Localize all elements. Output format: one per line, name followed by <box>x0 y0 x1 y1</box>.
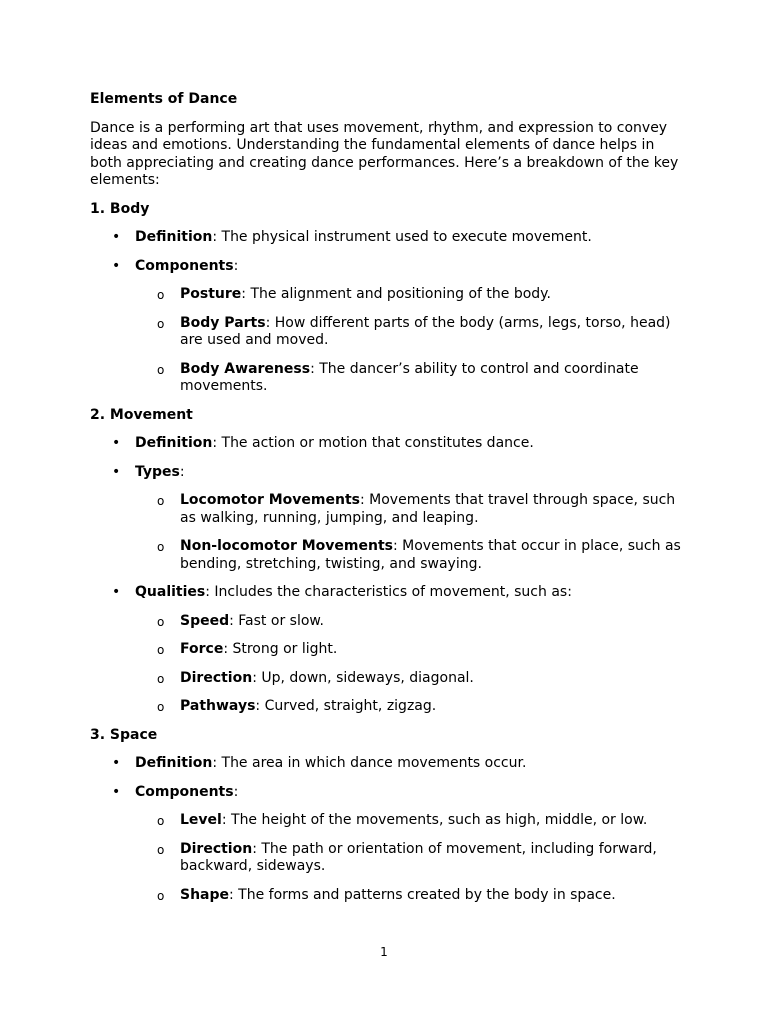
item-term: Definition <box>135 435 213 451</box>
sub-bullet-icon: o <box>157 614 165 629</box>
sub-list-item <box>135 670 682 688</box>
sub-bullet-icon: o <box>157 814 165 828</box>
item-term: Components <box>135 257 234 274</box>
subitem-term: Shape <box>180 886 230 903</box>
bullet-icon: • <box>112 783 121 800</box>
subitem-term: Posture <box>180 286 242 302</box>
item-term: Definition <box>135 755 213 771</box>
subitem-text: : The dancer’s ability to control and coordinate movements. <box>180 360 639 394</box>
bullet-icon: • <box>112 463 121 480</box>
subitem-text: : How different parts of the body (arms, legs, torso, head) are used and moved. <box>180 314 671 348</box>
sub-list-item <box>135 641 682 659</box>
subitem-text: : Fast or slow. <box>229 612 325 629</box>
sub-bullet-list <box>135 812 682 904</box>
item-text: : The area in which dance movements occur. <box>212 755 527 771</box>
list-item <box>90 584 682 716</box>
subitem-term: Pathways <box>180 698 256 714</box>
bullet-list <box>90 435 682 716</box>
sub-list-item <box>135 887 682 905</box>
sub-list-item <box>135 361 682 396</box>
item-text: : The physical instrument used to execute movement. <box>212 229 592 245</box>
sub-list-item <box>135 492 682 527</box>
subitem-term: Direction <box>180 669 253 686</box>
sub-list-item <box>135 538 682 573</box>
section-heading: 1. Body <box>90 200 150 217</box>
list-item <box>90 229 682 247</box>
sub-list-item <box>135 613 682 631</box>
sub-bullet-icon: o <box>157 288 165 302</box>
item-text: : The action or motion that constitutes dance. <box>212 435 534 451</box>
item-term: Types <box>135 463 180 480</box>
subitem-term: Speed <box>180 612 230 629</box>
item-text: : <box>233 257 239 274</box>
bullet-list <box>90 229 682 396</box>
sub-list-item <box>135 812 682 830</box>
section-heading: 3. Space <box>90 726 158 743</box>
sub-list-item <box>135 315 682 350</box>
page-number: 1 <box>380 945 388 959</box>
subitem-term: Direction <box>180 840 253 857</box>
sub-bullet-icon: o <box>157 316 165 331</box>
bullet-list <box>90 755 682 904</box>
sub-list-item <box>135 286 682 304</box>
subitem-term: Body Awareness <box>180 360 311 377</box>
subitem-text: : Curved, straight, zigzag. <box>255 698 437 714</box>
document-body <box>90 91 682 915</box>
list-item <box>90 784 682 905</box>
list-item <box>90 755 682 773</box>
subitem-text: : The path or orientation of movement, including forward, backward, sideways. <box>180 840 657 874</box>
item-text: : <box>233 783 239 800</box>
item-term: Definition <box>135 229 213 245</box>
sub-list-item <box>135 841 682 876</box>
intro-paragraph: Dance is a performing art that uses movement, rhythm, and expression to convey ideas and emotions. Understanding the fundamental elements of dance helps in both appreciating and creating dance performances. Here’s a breakdown of the key elements: <box>90 119 679 188</box>
sub-list-item <box>135 698 682 716</box>
bullet-icon: • <box>112 755 121 771</box>
sub-bullet-icon: o <box>157 362 165 377</box>
item-text: : <box>179 463 185 480</box>
item-text: : Includes the characteristics of movement, such as: <box>205 584 572 600</box>
sub-bullet-list <box>135 613 682 716</box>
subitem-term: Non-locomotor Movements <box>180 538 393 554</box>
sub-bullet-icon: o <box>157 842 165 857</box>
document-title: Elements of Dance <box>90 91 238 107</box>
sub-bullet-icon: o <box>157 643 165 657</box>
sub-bullet-icon: o <box>157 700 165 714</box>
sub-bullet-list <box>135 286 682 396</box>
section-heading: 2. Movement <box>90 406 193 423</box>
subitem-text: : The forms and patterns created by the body in space. <box>229 886 616 903</box>
sub-bullet-icon: o <box>157 888 165 903</box>
bullet-icon: • <box>112 435 121 451</box>
bullet-icon: • <box>112 584 121 600</box>
subitem-text: : Up, down, sideways, diagonal. <box>252 669 474 686</box>
sub-bullet-icon: o <box>157 671 165 686</box>
subitem-text: : The height of the movements, such as high, middle, or low. <box>221 812 648 828</box>
sub-bullet-icon: o <box>157 540 165 554</box>
sections-container <box>90 201 682 905</box>
bullet-icon: • <box>112 229 121 245</box>
sub-bullet-list <box>135 492 682 573</box>
list-item <box>90 464 682 574</box>
subitem-text: : Movements that travel through space, such as walking, running, jumping, and leaping. <box>180 492 676 526</box>
subitem-text: : The alignment and positioning of the body. <box>241 286 551 302</box>
subitem-term: Body Parts <box>180 314 266 331</box>
subitem-text: : Movements that occur in place, such as bending, stretching, twisting, and swaying. <box>180 538 681 572</box>
list-item <box>90 258 682 396</box>
subitem-term: Locomotor Movements <box>180 492 360 508</box>
bullet-icon: • <box>112 257 121 274</box>
sub-bullet-icon: o <box>157 494 165 508</box>
subitem-text: : Strong or light. <box>223 641 338 657</box>
subitem-term: Force <box>180 641 224 657</box>
subitem-term: Level <box>180 812 222 828</box>
item-term: Components <box>135 783 234 800</box>
item-term: Qualities <box>135 584 206 600</box>
list-item <box>90 435 682 453</box>
